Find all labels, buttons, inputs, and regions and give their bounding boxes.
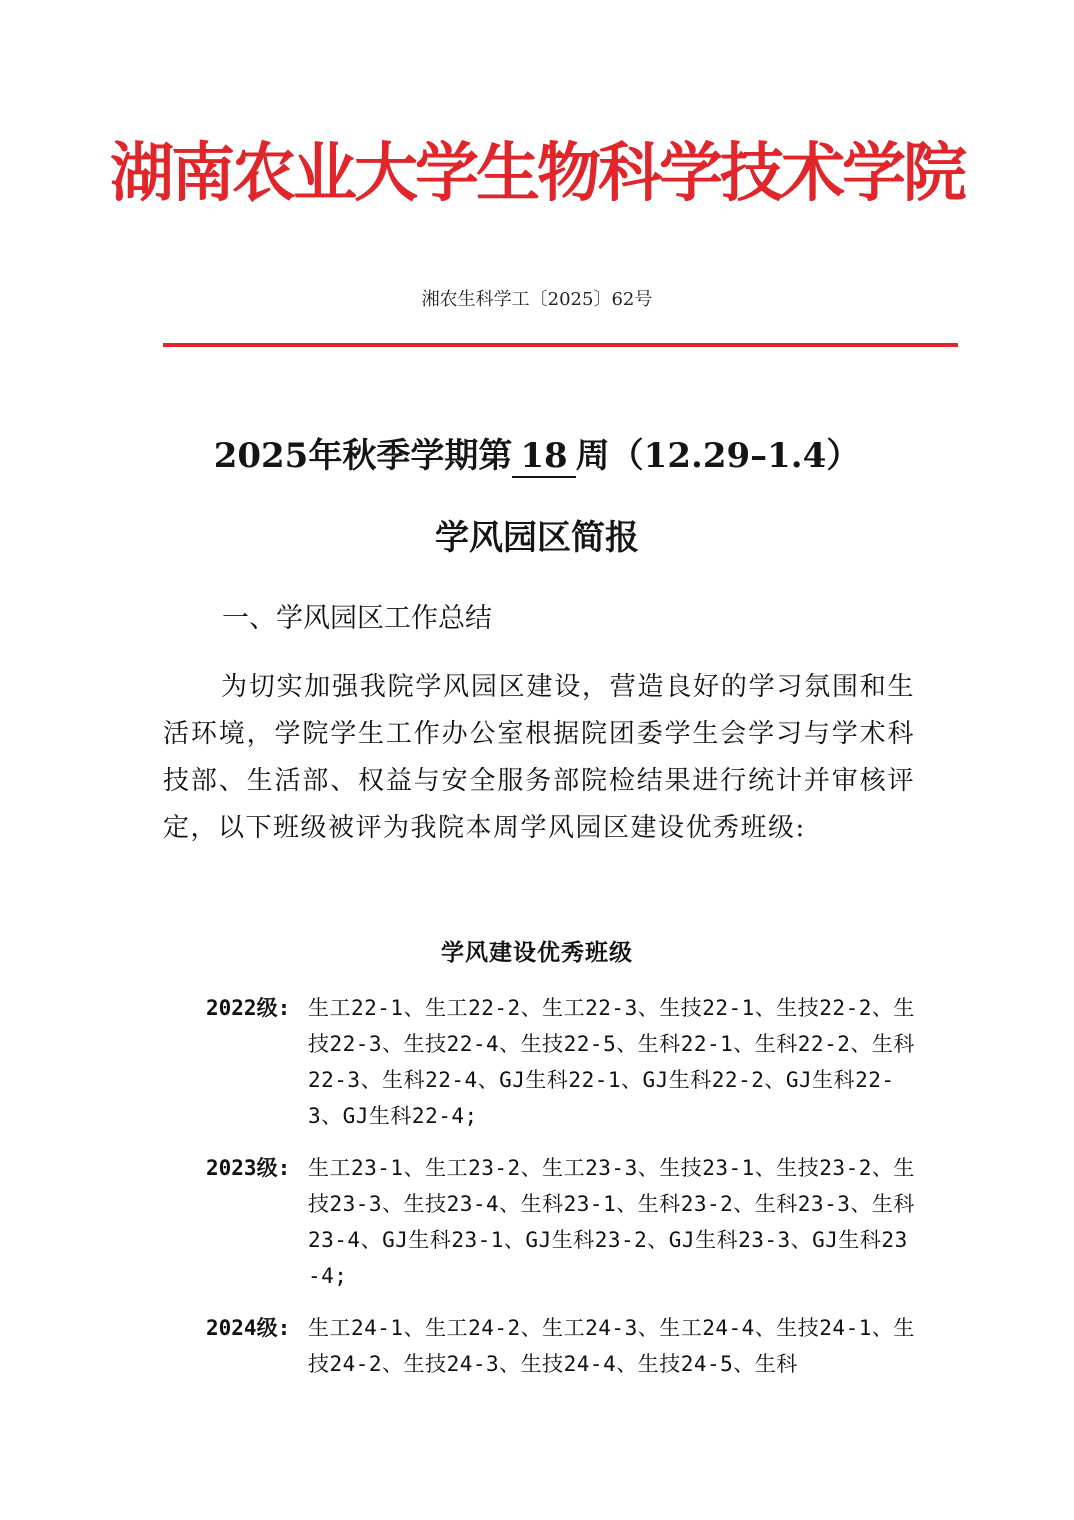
grade-label: 2024级: [206, 1316, 291, 1340]
masthead-title: 湖南农业大学生物科学技术学院 [110, 137, 964, 211]
section-heading: 一、学风园区工作总结 [222, 603, 492, 634]
grade-class-list: 生工24-1、生工24-2、生工24-3、生工24-4、生技24-1、生技24-2、生技24-3、生技24-4、生技24-5、生科 [308, 1316, 915, 1376]
grade-label: 2023级: [206, 1156, 291, 1180]
red-divider-line [163, 343, 958, 347]
week-number: 18 [512, 436, 575, 478]
document-number: 湘农生科学工〔2025〕62号 [421, 289, 653, 310]
grade-class-list: 生工22-1、生工22-2、生工22-3、生技22-1、生技22-2、生技22-3、生技22-4、生技22-5、生科22-1、生科22-2、生科22-3、生科22-4、GJ生科22-1、GJ生科22-2、GJ生科22-3、GJ生科22-4; [308, 996, 915, 1128]
grade-class-list: 生工23-1、生工23-2、生工23-3、生技23-1、生技23-2、生技23-3、生技23-4、生科23-1、生科23-2、生科23-3、生科23-4、GJ生科23-1、GJ生科23-2、GJ生科23-3、GJ生科23-4; [308, 1156, 915, 1288]
title-suffix: 周（12.29–1.4） [575, 436, 861, 476]
grade-label: 2022级: [206, 996, 291, 1020]
briefing-title-line-1 [0, 432, 1074, 480]
title-prefix: 2025年秋季学期第 [213, 436, 513, 476]
summary-paragraph: 为切实加强我院学风园区建设，营造良好的学习氛围和生活环境，学院学生工作办公室根据院团委学生会学习与学术科技部、生活部、权益与安全服务部院检结果进行统计并审核评定，以下班级被评为我院本周学风园区建设优秀班级: [163, 672, 915, 843]
excellent-classes-heading: 学风建设优秀班级 [441, 939, 633, 966]
briefing-title-line-2: 学风园区简报 [435, 518, 639, 558]
